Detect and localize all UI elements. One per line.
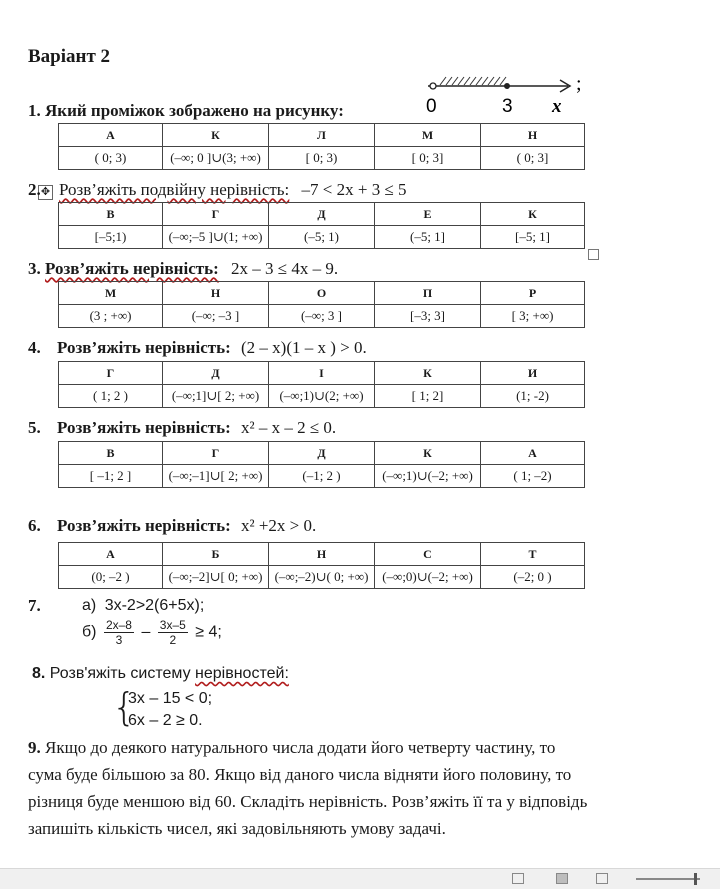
answer-letter: Л	[269, 124, 375, 147]
answer-letter: И	[481, 362, 585, 385]
question-7b-rest: ≥ 4;	[195, 623, 222, 641]
variant-title: Варіант 2	[28, 46, 111, 67]
answer-letter: Н	[163, 282, 269, 305]
question-5-number: 5.	[28, 418, 41, 437]
question-8	[32, 665, 289, 683]
question-9-number: 9.	[28, 738, 41, 757]
answer-value: [ –1; 2 ]	[59, 465, 163, 488]
fraction-1-denominator: 3	[115, 633, 123, 647]
answer-value: (–∞; –3 ]	[163, 305, 269, 328]
fraction-1-numerator: 2x–8	[105, 618, 132, 632]
semicolon: ;	[576, 73, 582, 95]
system-line-2: 6x – 2 ≥ 0.	[128, 712, 203, 729]
answer-letter: Д	[163, 362, 269, 385]
question-7a	[82, 597, 204, 615]
question-8-text-underlined: нерівностей:	[195, 665, 289, 682]
answer-letter: Д	[269, 203, 375, 226]
question-4-number: 4.	[28, 338, 41, 357]
answer-value: (–∞;1)∪(–2; +∞)	[375, 465, 481, 488]
read-mode-icon[interactable]	[512, 873, 524, 884]
question-9-line-4: запишіть кількість чисел, які задовільняють умову задачі.	[28, 819, 446, 838]
answer-letter: К	[375, 442, 481, 465]
question-1	[28, 101, 344, 121]
answer-letter: Е	[375, 203, 481, 226]
answer-value: [ 0; 3]	[375, 147, 481, 170]
answer-letter: Г	[163, 203, 269, 226]
answer-letter: Н	[481, 124, 585, 147]
answer-value: (–∞;–5 ]∪(1; +∞)	[163, 226, 269, 249]
checkbox-marker[interactable]	[588, 249, 599, 260]
answer-letter: М	[375, 124, 481, 147]
question-6-expression: x² +2x > 0.	[241, 516, 317, 535]
answer-table-2	[58, 202, 585, 249]
question-2	[28, 180, 407, 200]
move-handle-icon[interactable]: ✥	[38, 185, 53, 200]
answer-letter: В	[59, 203, 163, 226]
answer-table-4	[58, 361, 585, 408]
answer-value: [ 1; 2]	[375, 385, 481, 408]
answer-letter: І	[269, 362, 375, 385]
answer-table-3	[58, 281, 585, 328]
answer-letter: А	[59, 543, 163, 566]
answer-letter: Б	[163, 543, 269, 566]
answer-letter: П	[375, 282, 481, 305]
question-7a-label: а)	[82, 597, 97, 614]
question-1-number: 1.	[28, 101, 41, 120]
question-9	[28, 734, 718, 842]
question-8-number: 8.	[32, 665, 46, 682]
answer-table-6	[58, 542, 585, 589]
question-4-expression: (2 – x)(1 – x ) > 0.	[241, 338, 367, 357]
question-4	[28, 338, 367, 358]
answer-value: (–∞;1)∪(2; +∞)	[269, 385, 375, 408]
question-6	[28, 516, 316, 536]
question-5	[28, 418, 336, 438]
question-3	[28, 259, 338, 279]
question-7b	[82, 618, 222, 647]
answer-value: (–∞; 3 ]	[269, 305, 375, 328]
answer-value: ( 1; –2)	[481, 465, 585, 488]
answer-letter: Р	[481, 282, 585, 305]
answer-value: [–3; 3]	[375, 305, 481, 328]
print-layout-icon[interactable]	[556, 873, 568, 884]
question-5-expression: x² – x – 2 ≤ 0.	[241, 418, 337, 437]
answer-value: ( 1; 2 )	[59, 385, 163, 408]
number-line-closed-point-3	[504, 83, 510, 89]
system-brace: {	[112, 685, 137, 729]
answer-value: (–1; 2 )	[269, 465, 375, 488]
answer-letter: В	[59, 442, 163, 465]
question-7	[28, 596, 41, 616]
fraction-2-denominator: 2	[169, 633, 177, 647]
answer-letter: А	[481, 442, 585, 465]
status-bar	[0, 868, 720, 889]
question-9-line-3: різниця буде меншою від 60. Складіть нерівність. Розв’яжіть її та у відповідь	[28, 792, 588, 811]
answer-value: [–5;1)	[59, 226, 163, 249]
question-6-text: Розв’яжіть нерівність:	[57, 516, 231, 535]
question-7b-label: б)	[82, 623, 97, 641]
question-1-text: Який проміжок зображено на рисунку:	[45, 101, 344, 120]
question-5-text: Розв’яжіть нерівність:	[57, 418, 231, 437]
question-3-text: Розв’яжіть нерівність:	[45, 259, 219, 278]
answer-letter: К	[481, 203, 585, 226]
axis-label-0: 0	[426, 96, 437, 116]
question-3-number: 3.	[28, 259, 41, 278]
zoom-slider[interactable]	[636, 878, 700, 880]
answer-table-1	[58, 123, 585, 170]
question-2-expression: –7 < 2x + 3 ≤ 5	[301, 180, 407, 199]
answer-letter: А	[59, 124, 163, 147]
answer-letter: Д	[269, 442, 375, 465]
answer-value: (–∞; 0 ]∪(3; +∞)	[163, 147, 269, 170]
answer-letter: М	[59, 282, 163, 305]
zoom-slider-thumb[interactable]	[694, 873, 697, 885]
number-line-hatching	[440, 77, 506, 85]
answer-value: (–∞;–2]∪[ 0; +∞)	[163, 566, 269, 589]
axis-label-x: x	[552, 96, 562, 116]
question-9-text-1: Якщо до деякого натурального числа додати його четверту частину, то	[45, 738, 556, 757]
answer-value: (–∞;–1]∪[ 2; +∞)	[163, 465, 269, 488]
question-9-line-1	[28, 734, 718, 761]
question-7-number: 7.	[28, 596, 41, 615]
answer-letter: Г	[59, 362, 163, 385]
answer-table-5	[58, 441, 585, 488]
axis-label-3: 3	[502, 96, 513, 116]
answer-letter: Н	[269, 543, 375, 566]
question-8-text: Розв'яжіть систему	[49, 665, 191, 682]
answer-letter: С	[375, 543, 481, 566]
question-2-number: 2.	[28, 180, 41, 199]
web-layout-icon[interactable]	[596, 873, 608, 884]
question-4-text: Розв’яжіть нерівність:	[57, 338, 231, 357]
answer-value: (–∞;1]∪[ 2; +∞)	[163, 385, 269, 408]
answer-value: (–∞;–2)∪( 0; +∞)	[269, 566, 375, 589]
answer-value: (–5; 1)	[269, 226, 375, 249]
answer-letter: О	[269, 282, 375, 305]
question-7a-expression: 3x-2>2(6+5x);	[104, 597, 205, 614]
question-9-line-2: сума буде більшою за 80. Якщо від даного числа відняти його половину, то	[28, 765, 572, 784]
answer-value: (–5; 1]	[375, 226, 481, 249]
fraction-1	[104, 618, 134, 647]
minus-sign: –	[141, 623, 151, 641]
answer-value: [ 0; 3)	[269, 147, 375, 170]
question-2-text: Розв’яжіть подвійну нерівність:	[59, 180, 290, 199]
answer-letter: К	[163, 124, 269, 147]
number-line-figure	[400, 66, 600, 116]
answer-value: (1; -2)	[481, 385, 585, 408]
fraction-2-numerator: 3x–5	[159, 618, 186, 632]
system-line-1: 3x – 15 < 0;	[128, 690, 213, 707]
answer-letter: Г	[163, 442, 269, 465]
answer-value: [ 3; +∞)	[481, 305, 585, 328]
question-6-number: 6.	[28, 516, 41, 535]
answer-letter: Т	[481, 543, 585, 566]
answer-value: ( 0; 3)	[59, 147, 163, 170]
answer-value: (–∞;0)∪(–2; +∞)	[375, 566, 481, 589]
answer-value: (3 ; +∞)	[59, 305, 163, 328]
answer-value: [–5; 1]	[481, 226, 585, 249]
number-line-open-point-0	[430, 83, 436, 89]
answer-letter: К	[375, 362, 481, 385]
question-3-expression: 2x – 3 ≤ 4x – 9.	[231, 259, 339, 278]
fraction-2	[158, 618, 188, 647]
answer-value: (0; –2 )	[59, 566, 163, 589]
answer-value: (–2; 0 )	[481, 566, 585, 589]
answer-value: ( 0; 3]	[481, 147, 585, 170]
